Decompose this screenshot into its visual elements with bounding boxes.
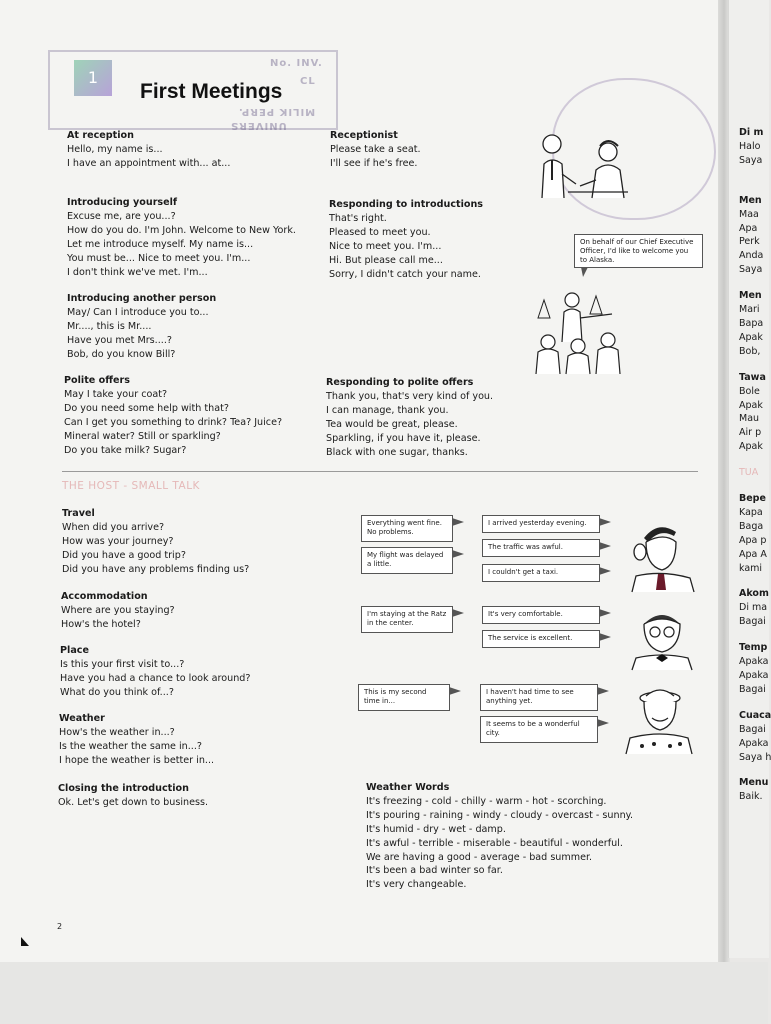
phrase-line: Did you have any problems finding us? — [62, 563, 250, 575]
next-page-line: Apak — [739, 399, 763, 411]
next-page-line: Apaka — [739, 656, 769, 668]
phrase-line: Is the weather the same in...? — [59, 740, 202, 752]
next-page-line: Bepe — [739, 493, 766, 505]
phrase-line: Bob, do you know Bill? — [67, 348, 176, 360]
tourist-face-illustration — [622, 684, 696, 754]
section-place — [60, 644, 250, 700]
phrase-line: It's awful - terrible - miserable - beautiful - wonderful. — [366, 837, 623, 849]
section-heading: Weather — [59, 713, 105, 724]
section-heading: At reception — [67, 130, 134, 141]
speech-bubble: The traffic was awful. — [482, 539, 600, 557]
next-page-line: Di m — [739, 127, 764, 138]
next-page-line: Saya h — [739, 751, 771, 763]
next-page-line: Saya — [739, 154, 763, 166]
next-page-line: Men — [739, 290, 762, 302]
phrase-line: It's been a bad winter so far. — [366, 865, 503, 877]
phrase-line: Sparkling, if you have it, please. — [326, 432, 481, 444]
section-accommodation — [61, 590, 175, 632]
scan-background — [0, 962, 768, 1024]
phrase-line: How's the weather in...? — [59, 726, 175, 738]
next-page-line: Baga — [739, 520, 764, 532]
phrase-line: Do you need some help with that? — [64, 402, 229, 414]
phrase-line: How was your journey? — [62, 535, 174, 547]
speech-bubble: My flight was delayed a little. — [361, 547, 453, 574]
next-page-line: Mau — [739, 413, 760, 425]
next-page-line: Apa p — [739, 534, 767, 546]
stamp-text: No. INV. — [270, 58, 323, 69]
phrase-line: Have you met Mrs....? — [67, 334, 172, 346]
next-page-line: Akom — [739, 588, 769, 600]
phrase-line: Sorry, I didn't catch your name. — [329, 268, 481, 280]
next-page-line: Apak — [739, 331, 763, 343]
next-page-line: Apa — [739, 222, 758, 234]
phrase-line: Please take a seat. — [330, 143, 421, 155]
section-introducing-yourself — [67, 196, 296, 279]
next-page-line: Anda — [739, 250, 764, 262]
section-heading: Weather Words — [366, 782, 450, 793]
section-receptionist — [330, 129, 421, 171]
stamp-text: MILIK PERP. — [238, 106, 316, 117]
speech-bubble: It seems to be a wonderful city. — [480, 716, 598, 743]
speech-bubble: Everything went fine. No problems. — [361, 515, 453, 542]
phrase-line: Excuse me, are you...? — [67, 210, 176, 222]
section-introducing-another-person — [67, 292, 216, 362]
next-page-line: Mari — [739, 304, 760, 316]
next-page-line: Bagai — [739, 616, 766, 628]
next-page-line: TUA — [739, 467, 759, 479]
phrase-line: Hi. But please call me... — [329, 254, 443, 266]
phrase-line: Do you take milk? Sugar? — [64, 444, 187, 456]
phrase-line: Thank you, that's very kind of you. — [326, 390, 494, 402]
phrase-line: Did you have a good trip? — [62, 549, 186, 561]
next-page-line: Apak — [739, 441, 763, 453]
section-closing — [58, 782, 208, 810]
phrase-line: Mineral water? Still or sparkling? — [64, 430, 221, 442]
phrase-line: Mr...., this is Mr.... — [67, 320, 152, 332]
unit-title-box — [48, 50, 338, 130]
section-heading: Introducing another person — [67, 293, 217, 304]
phrase-line: Where are you staying? — [61, 604, 175, 616]
corner-mark — [21, 937, 29, 946]
next-page-line: Bole — [739, 385, 760, 397]
next-page-line: Temp — [739, 642, 768, 654]
next-page-edge — [728, 0, 769, 958]
phrase-line: May I take your coat? — [64, 388, 168, 400]
unit-number-badge: 1 — [74, 60, 112, 96]
section-heading: Place — [60, 645, 89, 656]
phrase-line: Is this your first visit to...? — [60, 658, 185, 670]
speech-bubble: It's very comfortable. — [482, 606, 600, 624]
phrase-line: Pleased to meet you. — [329, 226, 431, 238]
next-page-line: Kapa — [739, 506, 763, 518]
speech-bubble: The service is excellent. — [482, 630, 600, 648]
section-heading: Closing the introduction — [58, 783, 189, 794]
stamp-text: UNIVERS — [230, 120, 287, 131]
phrase-line: We are having a good - average - bad summer. — [366, 851, 593, 863]
host-section-title: THE HOST - SMALL TALK — [62, 480, 200, 492]
next-page-column — [739, 126, 771, 804]
phrase-line: I can manage, thank you. — [326, 404, 449, 416]
page-number: 2 — [57, 922, 63, 931]
speech-bubble: I arrived yesterday evening. — [482, 515, 600, 533]
speech-bubble: I haven't had time to see anything yet. — [480, 684, 598, 711]
next-page-line: Saya — [739, 264, 763, 276]
next-page-line: Tawa — [739, 371, 766, 383]
speech-bubble: This is my second time in... — [358, 684, 450, 711]
next-page-line: Halo — [739, 140, 761, 152]
next-page-line: Bob, — [739, 345, 761, 357]
phrase-line: I'll see if he's free. — [330, 157, 418, 169]
phrase-line: That's right. — [329, 212, 387, 224]
phrase-line: I hope the weather is better in... — [59, 754, 215, 766]
phrase-line: It's humid - dry - wet - damp. — [366, 823, 506, 835]
phrase-line: What do you think of...? — [60, 686, 174, 698]
stamp-text: CL — [300, 76, 316, 87]
section-heading: Responding to introductions — [329, 199, 484, 210]
phrase-line: Have you had a chance to look around? — [60, 672, 251, 684]
phrase-line: Hello, my name is... — [67, 143, 163, 155]
section-responding-to-introductions — [329, 198, 483, 281]
speech-bubble: I'm staying at the Ratz in the center. — [361, 606, 453, 633]
phrase-line: Can I get you something to drink? Tea? Juice? — [64, 416, 283, 428]
glasses-man-face-illustration — [626, 606, 698, 670]
section-at-reception — [67, 129, 230, 171]
section-travel — [62, 507, 249, 577]
next-page-line: Maa — [739, 208, 759, 220]
next-page-line: Perk — [739, 236, 760, 248]
section-responding-to-polite-offers — [326, 376, 493, 459]
phrase-line: How's the hotel? — [61, 618, 141, 630]
section-weather — [59, 712, 214, 768]
next-page-line: Menu — [739, 777, 769, 789]
next-page-line: Baik. — [739, 791, 763, 803]
section-polite-offers — [64, 374, 282, 457]
unit-title: First Meetings — [140, 80, 283, 103]
phrase-line: It's very changeable. — [366, 879, 467, 891]
section-heading: Travel — [62, 508, 95, 519]
next-page-line: Apaka — [739, 737, 769, 749]
phrase-line: You must be... Nice to meet you. I'm... — [67, 252, 251, 264]
next-page-line: Apaka — [739, 670, 769, 681]
speech-bubble: I couldn't get a taxi. — [482, 564, 600, 582]
phrase-line: I have an appointment with... at... — [67, 157, 231, 169]
section-weather-words — [366, 781, 633, 892]
section-heading: Introducing yourself — [67, 197, 178, 208]
section-heading: Accommodation — [61, 591, 148, 602]
welcome-group-illustration — [528, 288, 628, 374]
next-page-line: kami — [739, 562, 763, 574]
businessman-face-illustration — [624, 516, 700, 592]
phrase-line: Nice to meet you. I'm... — [329, 240, 442, 252]
phrase-line: It's pouring - raining - windy - cloudy - overcast - sunny. — [366, 809, 634, 821]
next-page-line: Apa A — [739, 548, 767, 560]
phrase-line: I don't think we've met. I'm... — [67, 266, 208, 278]
next-page-line: Air p — [739, 427, 762, 439]
phrase-line: Tea would be great, please. — [326, 418, 458, 430]
section-heading: Responding to polite offers — [326, 377, 474, 388]
ceo-speech-bubble: On behalf of our Chief Executive Officer, I'd like to welcome you to Alaska. — [574, 234, 703, 268]
next-page-line: Bapa — [739, 317, 764, 329]
next-page-line: Cuaca — [739, 709, 771, 721]
next-page-line: Di ma — [739, 602, 768, 614]
next-page-line: Bagai — [739, 723, 766, 735]
phrase-line: When did you arrive? — [62, 521, 165, 533]
phrase-line: Black with one sugar, thanks. — [326, 446, 468, 458]
phrase-line: It's freezing - cold - chilly - warm - hot - scorching. — [366, 795, 607, 807]
next-page-line: Bagai — [739, 683, 766, 695]
section-divider — [62, 471, 698, 472]
section-heading: Receptionist — [330, 130, 398, 141]
phrase-line: Let me introduce myself. My name is... — [67, 238, 254, 250]
phrase-line: Ok. Let's get down to business. — [58, 796, 209, 808]
reception-illustration — [528, 130, 632, 202]
phrase-line: May/ Can I introduce you to... — [67, 306, 209, 318]
phrase-line: How do you do. I'm John. Welcome to New York. — [67, 224, 296, 236]
section-heading: Polite offers — [64, 375, 130, 386]
next-page-line: Men — [739, 194, 762, 206]
